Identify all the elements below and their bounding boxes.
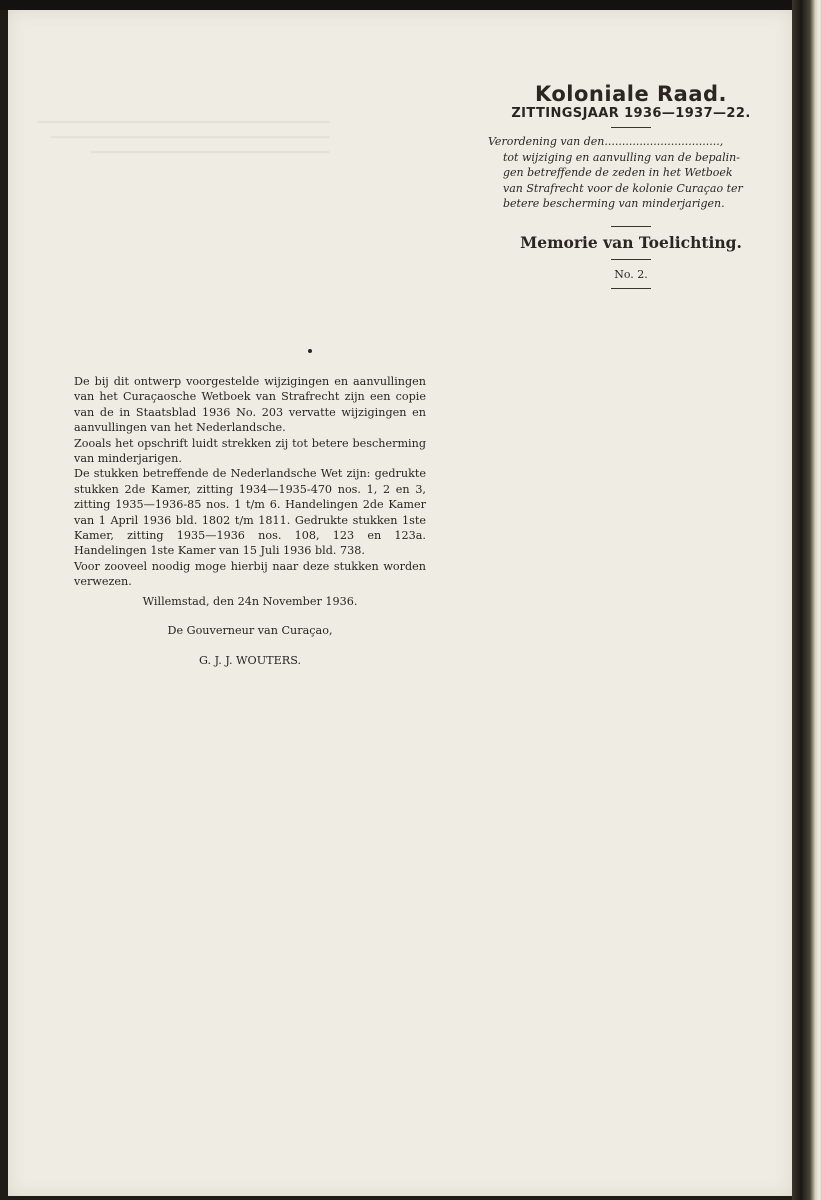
memo-section	[486, 226, 776, 253]
header-divider	[611, 127, 651, 128]
body-paragraph: De stukken betreffende de Nederlandsche Wet zijn: gedrukte stukken 2de Kamer, zitting 1934—1935-470 nos. 1, 2 en 3, zitting 1935—1936-85 nos. 1 t/m 6. Handelingen 2de Kamer van 1 April 1936 bld. 1802 t/m 1811. Gedrukte stukken 1ste Kamer, zitting 1935—1936 nos. 108, 123 en 123a. Handelingen 1ste Kamer van 15 Juli 1936 bld. 738.	[74, 467, 426, 558]
document-page	[8, 10, 792, 1196]
body-paragraph: De bij dit ontwerp voorgestelde wijzigingen en aanvullingen van het Curaçaosche Wetboek van Strafrecht zijn een copie van de in Staatsblad 1936 No. 203 vervatte wijzigingen en aanvullingen van het Nederlandsche.	[74, 375, 426, 435]
document-header	[486, 82, 776, 289]
council-title: Koloniale Raad.	[534, 82, 728, 106]
ornament-dot	[308, 349, 312, 353]
body-paragraph: Zooals het opschrift luidt strekken zij tot betere bescherming van minderjarigen.	[74, 436, 426, 466]
scan-top-edge	[0, 0, 822, 10]
ordinance-title	[486, 134, 776, 212]
ordinance-line: Verordening van den.................................,	[488, 135, 724, 148]
explanation-body	[74, 374, 426, 668]
ordinance-line: tot wijziging en aanvulling van de bepalin-	[503, 150, 740, 164]
book-spine-edge	[792, 0, 822, 1200]
ordinance-line: betere bescherming van minderjarigen.	[503, 197, 725, 210]
place-date: Willemstad, den 24n November 1936.	[142, 594, 358, 608]
bleed-through-text-top: ──────────────────────────────────────────── ────────────────────────────────────────── ────────────────────────────────────	[38, 116, 330, 159]
memo-divider	[611, 226, 651, 227]
ordinance-line: van Strafrecht voor de kolonie Curaçao ter	[503, 181, 743, 195]
document-number: No. 2.	[614, 267, 648, 281]
governor-title: De Gouverneur van Curaçao,	[167, 624, 333, 638]
number-divider	[611, 259, 651, 260]
ordinance-line: gen betreffende de zeden in het Wetboek	[503, 166, 733, 179]
session-year: ZITTINGSJAAR 1936—1937—22.	[511, 106, 751, 121]
memo-title: Memorie van Toelichting.	[520, 232, 742, 252]
body-paragraph: Voor zooveel noodig moge hierbij naar deze stukken worden verwezen.	[74, 559, 426, 589]
number-underline	[611, 288, 651, 289]
signatory-name: G. J. J. WOUTERS.	[198, 653, 302, 667]
